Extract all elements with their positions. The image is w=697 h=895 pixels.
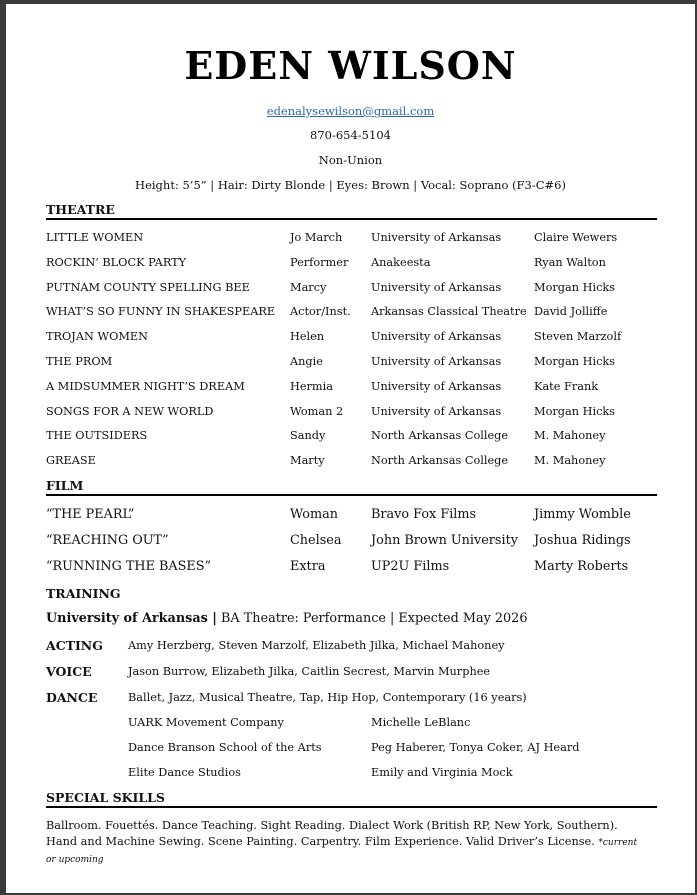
dance-school: UARK Movement Company <box>128 716 284 729</box>
acting-teachers: Amy Herzberg, Steven Marzolf, Elizabeth Jilka, Michael Mahoney <box>128 639 505 652</box>
theatre-title: THE PROM <box>46 355 113 368</box>
theatre-company: University of Arkansas <box>371 280 502 294</box>
film-title: “THE PEARL” <box>46 507 135 522</box>
film-divider <box>46 494 657 496</box>
theatre-company: University of Arkansas <box>371 231 502 244</box>
skills-text <box>46 818 646 868</box>
theatre-divider <box>46 218 657 220</box>
theatre-title: ROCKIN’ BLOCK PARTY <box>46 255 187 269</box>
theatre-director: Morgan Hicks <box>534 404 616 418</box>
skills-list: Ballroom. Fouettés. Dance Teaching. Sight Reading. Dialect Work (British RP, New York, Southern). Hand and Machine Sewing. Scene Painting. Carpentry. Film Experience. Valid Driver’s License. <box>46 819 618 848</box>
training-heading: TRAINING <box>46 586 121 601</box>
film-role: Chelsea <box>290 533 342 548</box>
film-heading: FILM <box>46 478 84 493</box>
theatre-role: Marty <box>290 454 325 468</box>
actor-name: EDEN WILSON <box>184 43 517 88</box>
film-role: Woman <box>290 507 338 522</box>
theatre-role: Sandy <box>290 429 326 443</box>
theatre-role: Hermia <box>290 379 333 393</box>
email-line <box>6 104 695 118</box>
phone: 870-654-5104 <box>310 128 391 142</box>
dance-instructors: Emily and Virginia Mock <box>371 766 513 779</box>
theatre-heading: THEATRE <box>46 202 115 217</box>
theatre-director: Kate Frank <box>534 379 599 393</box>
theatre-company: University of Arkansas <box>371 355 502 368</box>
email-link[interactable]: edenalysewilson@gmail.com <box>266 104 435 118</box>
film-director: Joshua Ridings <box>534 533 631 548</box>
theatre-role: Jo March <box>290 231 343 244</box>
theatre-role: Marcy <box>290 280 327 294</box>
dance-school: Dance Branson School of the Arts <box>128 741 322 754</box>
theatre-role: Performer <box>290 255 349 269</box>
theatre-company: University of Arkansas <box>371 404 502 418</box>
theatre-role: Angie <box>290 355 323 368</box>
union-status: Non-Union <box>318 153 383 167</box>
dance-school: Elite Dance Studios <box>128 766 241 779</box>
skills-heading: SPECIAL SKILLS <box>46 790 165 805</box>
theatre-role: Woman 2 <box>290 404 344 418</box>
film-title: “REACHING OUT” <box>46 533 169 548</box>
theatre-company: Arkansas Classical Theatre <box>371 305 527 319</box>
voice-teachers: Jason Burrow, Elizabeth Jilka, Caitlin Secrest, Marvin Murphee <box>128 665 491 678</box>
film-company: John Brown University <box>371 533 518 548</box>
voice-label: VOICE <box>46 664 92 679</box>
theatre-company: University of Arkansas <box>371 379 502 393</box>
theatre-title: LITTLE WOMEN <box>46 231 144 244</box>
theatre-company: North Arkansas College <box>371 429 509 443</box>
theatre-title: TROJAN WOMEN <box>46 330 149 344</box>
skills-note: *current or upcoming <box>46 838 638 865</box>
theatre-director: Claire Wewers <box>534 231 618 244</box>
theatre-director: M. Mahoney <box>534 454 606 468</box>
theatre-director: Ryan Walton <box>534 255 606 269</box>
school-name: University of Arkansas | <box>46 611 217 626</box>
skills-divider <box>46 806 657 808</box>
dance-label: DANCE <box>46 690 98 705</box>
theatre-title: SONGS FOR A NEW WORLD <box>46 404 214 418</box>
theatre-title: WHAT’S SO FUNNY IN SHAKESPEARE <box>46 305 276 319</box>
theatre-director: Morgan Hicks <box>534 355 616 368</box>
resume-page <box>6 4 695 893</box>
theatre-title: A MIDSUMMER NIGHT’S DREAM <box>46 379 245 393</box>
theatre-role: Actor/Inst. <box>290 305 351 319</box>
film-director: Jimmy Womble <box>534 507 631 522</box>
theatre-title: THE OUTSIDERS <box>46 429 148 443</box>
film-role: Extra <box>290 559 326 574</box>
program-details: BA Theatre: Performance | Expected May 2026 <box>216 611 528 626</box>
physical-stats: Height: 5’5” | Hair: Dirty Blonde | Eyes: Brown | Vocal: Soprano (F3-C#6) <box>135 178 566 192</box>
theatre-director: David Jolliffe <box>534 305 608 319</box>
theatre-company: Anakeesta <box>371 255 431 269</box>
film-director: Marty Roberts <box>534 559 629 574</box>
theatre-company: University of Arkansas <box>371 330 502 344</box>
theatre-director: Steven Marzolf <box>534 330 622 344</box>
theatre-title: PUTNAM COUNTY SPELLING BEE <box>46 280 250 294</box>
theatre-director: M. Mahoney <box>534 429 606 443</box>
dance-instructors: Peg Haberer, Tonya Coker, AJ Heard <box>371 741 580 754</box>
training-program <box>46 611 527 626</box>
dance-styles: Ballet, Jazz, Musical Theatre, Tap, Hip Hop, Contemporary (16 years) <box>128 691 527 704</box>
film-company: Bravo Fox Films <box>371 507 477 522</box>
theatre-role: Helen <box>290 330 325 344</box>
film-company: UP2U Films <box>371 559 450 574</box>
film-title: “RUNNING THE BASES” <box>46 559 212 574</box>
dance-instructors: Michelle LeBlanc <box>371 716 471 729</box>
theatre-director: Morgan Hicks <box>534 280 616 294</box>
theatre-company: North Arkansas College <box>371 454 509 468</box>
acting-label: ACTING <box>46 638 103 653</box>
theatre-title: GREASE <box>46 454 96 468</box>
